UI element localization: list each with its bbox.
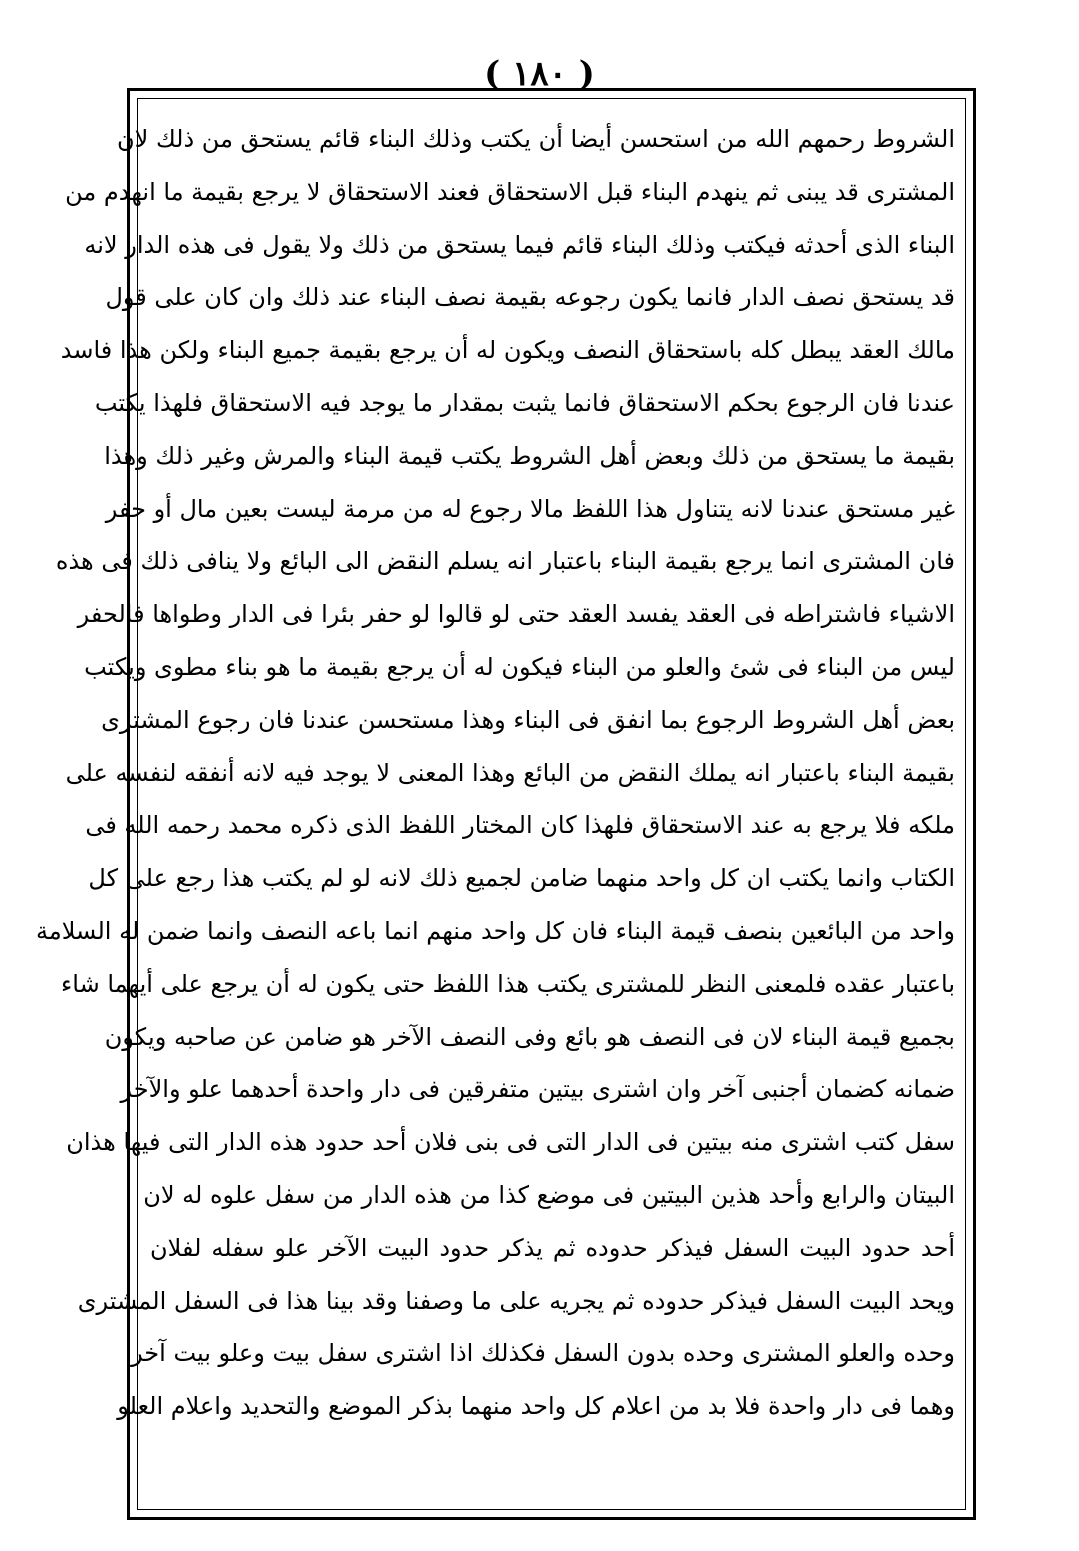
text-line: ضمانه كضمان أجنبى آخر وان اشترى بيتين متفرقين فى دار واحدة أحدهما علو والآخر <box>120 1075 955 1104</box>
text-line: بجميع قيمة البناء لان فى النصف هو بائع وفى النصف الآخر هو ضامن عن صاحبه ويكون <box>104 1022 955 1051</box>
text-line: واحد من البائعين بنصف قيمة البناء فان كل واحد منهم انما باعه النصف وانما ضمن له السلامة <box>36 916 955 945</box>
text-line: الكتاب وانما يكتب ان كل واحد منهما ضامن لجميع ذلك لانه لو لم يكتب هذا رجع على كل <box>88 864 955 893</box>
text-line: سفل كتب اشترى منه بيتين فى الدار التى فى بنى فلان أحد حدود هذه الدار التى فيها هذان <box>66 1128 955 1157</box>
page-number: ( ١٨٠ ) <box>484 54 595 94</box>
text-line: بعض أهل الشروط الرجوع بما انفق فى البناء وهذا مستحسن عندنا فان رجوع المشترى <box>101 705 955 734</box>
text-line: غير مستحق عندنا لانه يتناول هذا اللفظ مالا رجوع له من مرمة ليست بعين مال أو حفر <box>105 494 955 523</box>
text-line: البيتان والرابع وأحد هذين البيتين فى موضع كذا من هذه الدار من سفل علوه له لان <box>143 1180 955 1209</box>
text-line: ليس من البناء فى شئ والعلو من البناء فيكون له أن يرجع بقيمة ما هو بناء مطوى ويكتب <box>84 652 955 681</box>
text-line: البناء الذى أحدثه فيكتب وذلك البناء قائم فيما يستحق من ذلك ولا يقول فى هذه الدار لانه <box>84 230 955 259</box>
text-line: باعتبار عقده فلمعنى النظر للمشترى يكتب هذا اللفظ حتى يكون له أن يرجع على أيهما شاء <box>61 969 955 998</box>
text-line: الاشياء فاشتراطه فى العقد يفسد العقد حتى لو قالوا لو حفر بئرا فى الدار وطواها فالحفر <box>77 600 955 629</box>
text-line: قد يستحق نصف الدار فانما يكون رجوعه بقيمة نصف البناء عند ذلك وان كان على قول <box>105 283 955 312</box>
text-line: ملكه فلا يرجع به عند الاستحقاق فلهذا كان المختار اللفظ الذى ذكره محمد رحمه الله فى <box>85 811 955 840</box>
text-line: وهما فى دار واحدة فلا بد من اعلام كل واحد منهما بذكر الموضع والتحديد واعلام العلو <box>117 1392 955 1421</box>
text-line: مالك العقد يبطل كله باستحقاق النصف ويكون له أن يرجع بقيمة جميع البناء ولكن هذا فاسد <box>60 336 955 365</box>
text-line: بقيمة ما يستحق من ذلك وبعض أهل الشروط يكتب قيمة البناء والمرش وغير ذلك وهذا <box>104 441 955 470</box>
text-line: الشروط رحمهم الله من استحسن أيضا أن يكتب وذلك البناء قائم يستحق من ذلك لان <box>117 125 955 153</box>
text-line: عندنا فان الرجوع بحكم الاستحقاق فانما يثبت بمقدار ما يوجد فيه الاستحقاق فلهذا يكتب <box>94 388 955 417</box>
text-line: المشترى قد يبنى ثم ينهدم البناء قبل الاستحقاق فعند الاستحقاق لا يرجع بقيمة ما انهدم من <box>65 177 955 206</box>
text-line: فان المشترى انما يرجع بقيمة البناء باعتبار انه يسلم النقض الى البائع ولا ينافى ذلك فى هذه <box>55 547 955 576</box>
text-body <box>36 113 955 1433</box>
text-line: ويحد البيت السفل فيذكر حدوده ثم يجريه على ما وصفنا وقد بينا هذا فى السفل المشترى <box>77 1286 955 1315</box>
text-line: وحده والعلو المشترى وحده بدون السفل فكذلك اذا اشترى سفل بيت وعلو بيت آخر <box>131 1339 955 1368</box>
text-line: أحد حدود البيت السفل فيذكر حدوده ثم يذكر حدود البيت الآخر علو سفله لفلان <box>150 1233 955 1262</box>
text-line: بقيمة البناء باعتبار انه يملك النقض من البائع وهذا المعنى لا يوجد فيه لانه أنفقه لنفسه على <box>65 758 955 787</box>
